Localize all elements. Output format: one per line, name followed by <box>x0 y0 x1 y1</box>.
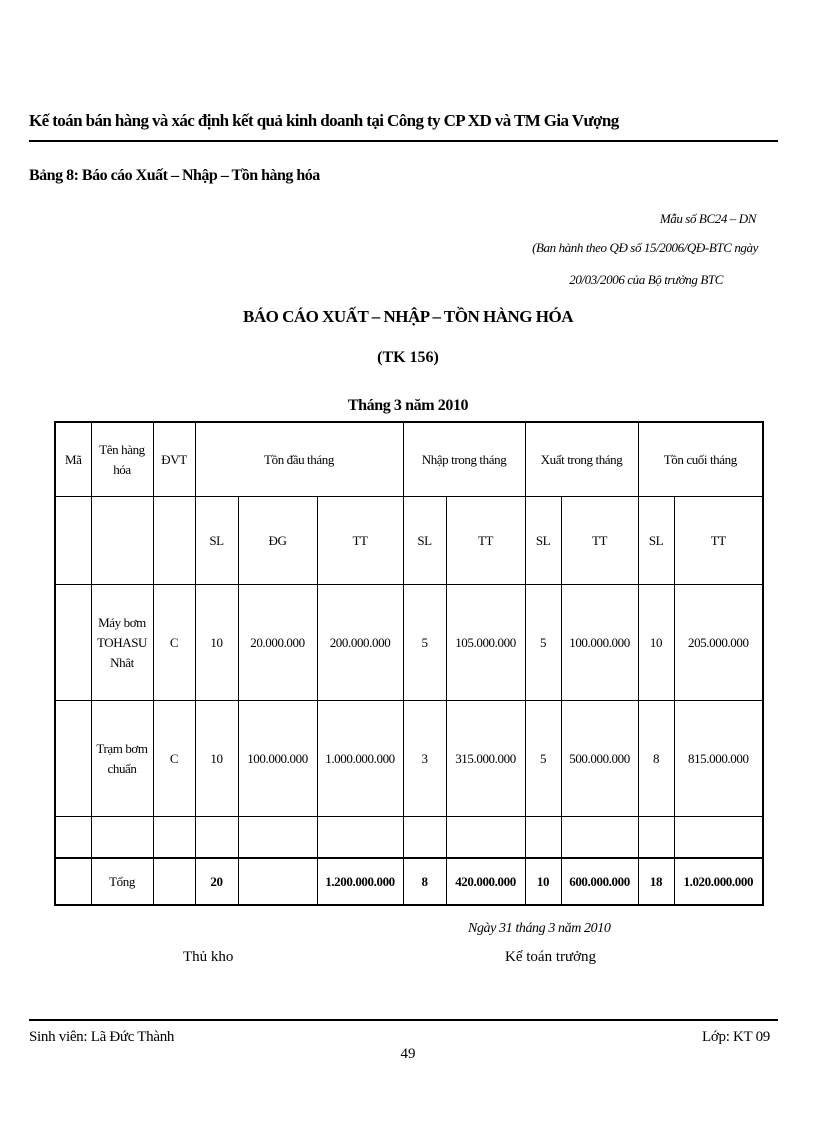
row-unit: C <box>153 585 195 701</box>
row-name: Máy bơm TOHASU Nhât <box>91 585 153 701</box>
table-caption: Bảng 8: Báo cáo Xuất – Nhập – Tồn hàng hóa <box>29 167 320 184</box>
report-account: (TK 156) <box>377 349 439 366</box>
subheader-out-amount: TT <box>561 497 638 585</box>
total-out-amount: 600.000.000 <box>561 858 638 905</box>
row-opening-price: 20.000.000 <box>238 585 317 701</box>
total-label: Tổng <box>91 858 153 905</box>
row-opening-price: 100.000.000 <box>238 701 317 817</box>
row-in-qty: 3 <box>403 701 446 817</box>
total-opening-amount: 1.200.000.000 <box>317 858 403 905</box>
signature-chief-accountant: Kế toán trưởng <box>505 949 597 965</box>
form-code: Mẫu số BC24 – DN <box>659 211 756 226</box>
total-closing-amount: 1.020.000.000 <box>674 858 763 905</box>
report-title: BÁO CÁO XUẤT – NHẬP – TỒN HÀNG HÓA <box>243 307 573 326</box>
subheader-opening-price: ĐG <box>238 497 317 585</box>
form-issued-note: (Ban hành theo QĐ số 15/2006/QĐ-BTC ngày <box>532 240 758 255</box>
table-subheader-row <box>55 497 763 585</box>
row-unit: C <box>153 701 195 817</box>
total-opening-qty: 20 <box>195 858 238 905</box>
subheader-in-qty: SL <box>403 497 446 585</box>
table-header-row <box>55 422 763 497</box>
header-closing: Tồn cuối tháng <box>638 422 763 497</box>
table-blank-row <box>55 817 763 859</box>
header-title: Kế toán bán hàng và xác định kết quả kinh doanh tại Công ty CP XD và TM Gia Vượng <box>29 111 619 130</box>
row-opening-qty: 10 <box>195 701 238 817</box>
form-issued-date: 20/03/2006 của Bộ trưởng BTC <box>569 272 723 287</box>
header-name: Tên hàng hóa <box>91 422 153 497</box>
row-closing-qty: 8 <box>638 701 674 817</box>
subheader-opening-qty: SL <box>195 497 238 585</box>
row-name: Trạm bơm chuẩn <box>91 701 153 817</box>
total-out-qty: 10 <box>525 858 561 905</box>
page-number: 49 <box>400 1046 416 1062</box>
total-closing-qty: 18 <box>638 858 674 905</box>
row-opening-amount: 200.000.000 <box>317 585 403 701</box>
table-row <box>55 585 763 701</box>
header-unit: ĐVT <box>153 422 195 497</box>
footer-divider <box>29 1019 778 1021</box>
subheader-in-amount: TT <box>446 497 525 585</box>
row-code <box>55 701 91 817</box>
signature-date: Ngày 31 tháng 3 năm 2010 <box>468 921 611 936</box>
signature-storekeeper: Thủ kho <box>183 949 234 965</box>
row-code <box>55 585 91 701</box>
report-period: Tháng 3 năm 2010 <box>347 397 469 414</box>
row-out-amount: 100.000.000 <box>561 585 638 701</box>
row-closing-amount: 205.000.000 <box>674 585 763 701</box>
header-divider <box>29 140 778 142</box>
row-closing-qty: 10 <box>638 585 674 701</box>
row-out-qty: 5 <box>525 585 561 701</box>
row-in-qty: 5 <box>403 585 446 701</box>
subheader-closing-amount: TT <box>674 497 763 585</box>
row-opening-qty: 10 <box>195 585 238 701</box>
footer-class: Lớp: KT 09 <box>702 1029 770 1045</box>
header-outflow: Xuất trong tháng <box>525 422 638 497</box>
row-in-amount: 105.000.000 <box>446 585 525 701</box>
total-in-amount: 420.000.000 <box>446 858 525 905</box>
footer-student: Sinh viên: Lã Đức Thành <box>29 1029 175 1045</box>
table-total-row <box>55 858 763 905</box>
row-opening-amount: 1.000.000.000 <box>317 701 403 817</box>
header-code: Mã <box>55 422 91 497</box>
row-in-amount: 315.000.000 <box>446 701 525 817</box>
row-out-qty: 5 <box>525 701 561 817</box>
subheader-out-qty: SL <box>525 497 561 585</box>
header-inflow: Nhập trong tháng <box>403 422 525 497</box>
subheader-closing-qty: SL <box>638 497 674 585</box>
row-closing-amount: 815.000.000 <box>674 701 763 817</box>
inventory-report-table <box>54 421 764 906</box>
row-out-amount: 500.000.000 <box>561 701 638 817</box>
table-row <box>55 701 763 817</box>
total-in-qty: 8 <box>403 858 446 905</box>
subheader-opening-amount: TT <box>317 497 403 585</box>
header-opening: Tồn đầu tháng <box>195 422 403 497</box>
